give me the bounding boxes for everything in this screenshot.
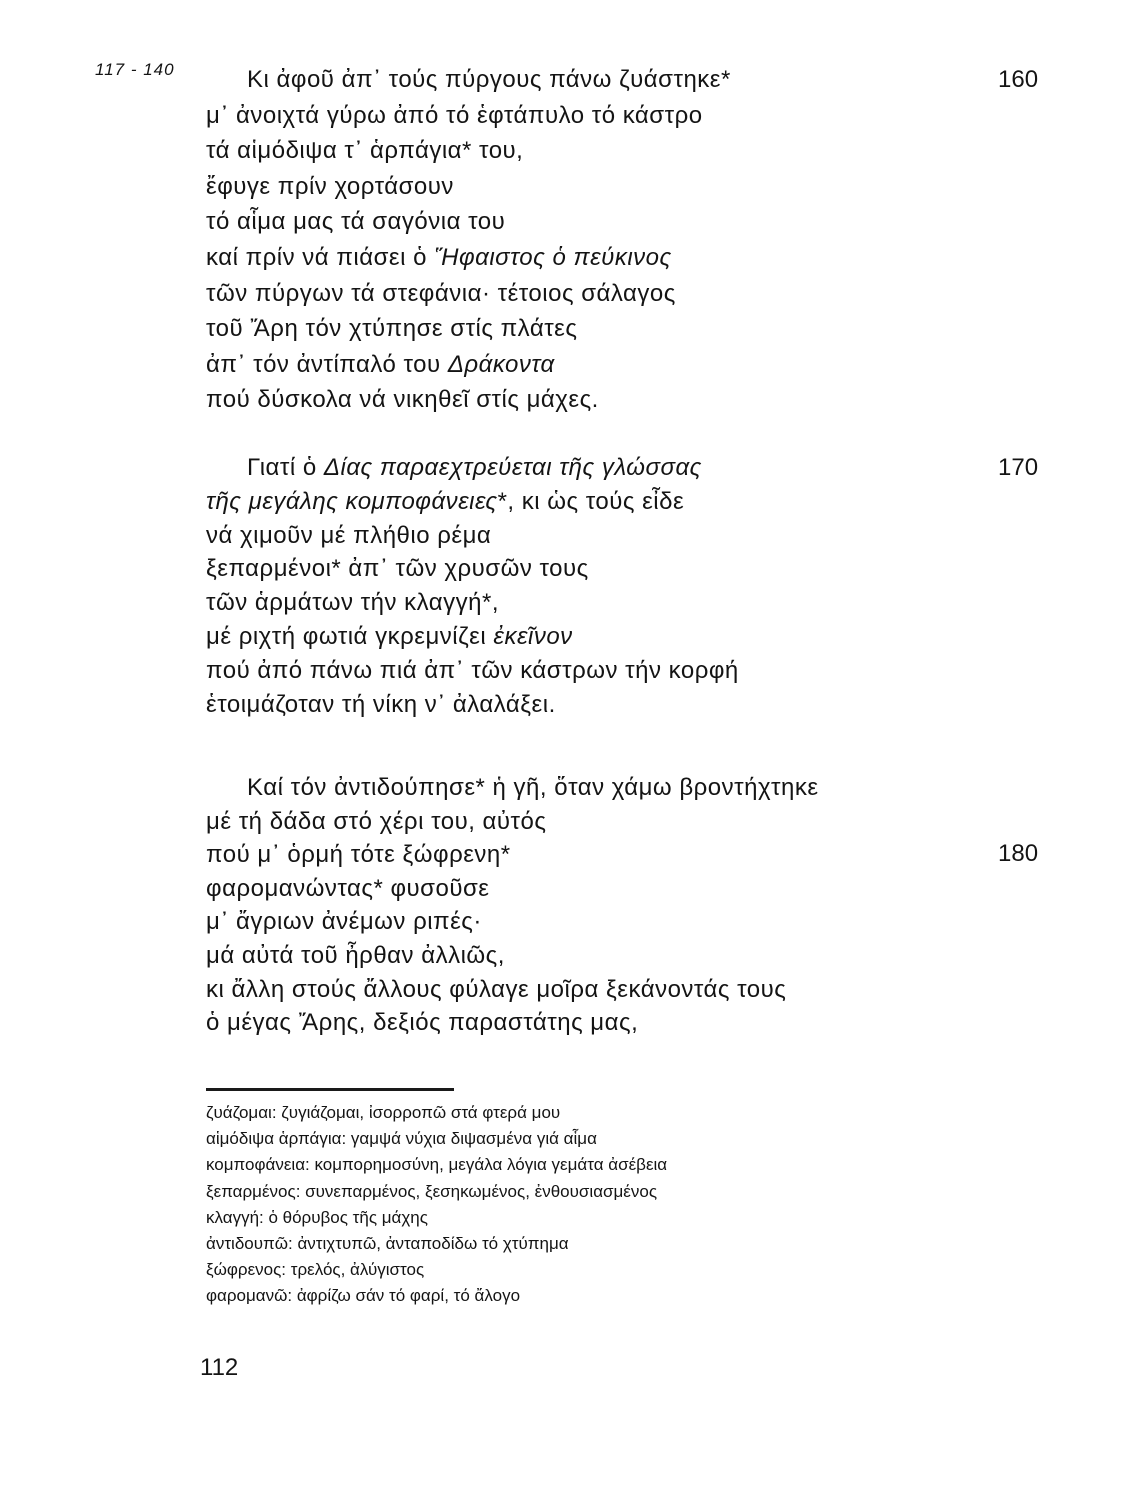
poem-line xyxy=(247,773,819,803)
text-run: τά αἱμόδιψα τ᾽ ἁρπάγια* του, xyxy=(206,137,524,165)
text-run: τό αἷμα μας τά σαγόνια του xyxy=(206,208,506,236)
poem-line xyxy=(206,807,546,837)
poem-line xyxy=(206,554,589,584)
text-run: πού δύσκολα νά νικηθεῖ στίς μάχες. xyxy=(206,386,599,414)
poem-line xyxy=(206,975,786,1005)
text-run: ἀπ᾽ τόν ἀντίπαλό του xyxy=(206,350,448,378)
footnote-entry: φαρομανῶ: ἀφρίζω σάν τό φαρί, τό ἄλογο xyxy=(206,1286,521,1306)
footnote-separator xyxy=(206,1088,454,1091)
footnote-entry: κομποφάνεια: κομπορημοσύνη, μεγάλα λόγια γεμάτα ἀσέβεια xyxy=(206,1155,668,1175)
line-number-170: 170 xyxy=(998,454,1039,481)
poem-line xyxy=(206,907,482,937)
poem-line xyxy=(206,279,676,309)
text-run: τῶν πύργων τά στεφάνια· τέτοιος σάλαγος xyxy=(206,279,676,307)
text-run: πού ἀπό πάνω πιά ἀπ᾽ τῶν κάστρων τήν κορφή xyxy=(206,656,739,684)
italic-phrase: τῆς μεγάλης κομποφάνειες xyxy=(206,487,498,515)
text-run: πού μ᾽ ὁρμή τότε ξώφρενη* xyxy=(206,841,511,869)
text-run: μά αὐτά τοῦ ἦρθαν ἀλλιῶς, xyxy=(206,942,505,969)
footnote-entry: ζυάζομαι: ζυγιάζομαι, ἰσορροπῶ στά φτερά μου xyxy=(206,1103,561,1122)
page-number: 112 xyxy=(200,1354,239,1381)
text-run: ἔφυγε πρίν χορτάσουν xyxy=(206,172,454,200)
poem-line xyxy=(206,656,739,686)
poem-line xyxy=(206,243,672,273)
footnote-entry: αἱμόδιψα ἁρπάγια: γαμψά νύχια διψασμένα γιά αἷμα xyxy=(206,1129,597,1149)
text-run: νά χιμοῦν μέ πλήθιο ρέμα xyxy=(206,521,492,549)
poem-line xyxy=(206,840,511,870)
text-run: Κι ἀφοῦ ἀπ᾽ τούς πύργους πάνω ζυάστηκε* xyxy=(247,66,731,93)
line-number-180: 180 xyxy=(998,840,1039,867)
poem-line xyxy=(206,622,573,652)
poem-line xyxy=(206,136,523,166)
poem-line xyxy=(206,350,555,380)
italic-phrase: Δίας παραεχτρεύεται τῆς γλώσσας xyxy=(323,454,702,481)
text-run: μ᾽ ἄγριων ἀνέμων ριπές· xyxy=(206,908,482,936)
poem-line xyxy=(206,172,454,202)
poem-line xyxy=(206,521,491,551)
poem-line xyxy=(206,1008,638,1038)
footnote-entry: κλαγγή: ὁ θόρυβος τῆς μάχης xyxy=(206,1207,428,1227)
text-run: τοῦ Ἄρη τόν χτύπησε στίς πλάτες xyxy=(206,315,578,343)
text-run: *, κι ὡς τούς εἶδε xyxy=(497,487,685,515)
text-run: Καί τόν ἀντιδούπησε* ἡ γῆ, ὅταν χάμω βροντήχτηκε xyxy=(247,774,819,801)
text-run: μ᾽ ἀνοιχτά γύρω ἀπό τό ἑφτάπυλο τό κάστρο xyxy=(206,101,703,129)
poem-line xyxy=(206,314,577,344)
poem-line xyxy=(206,101,703,131)
text-run: ἑτοιμάζοταν τή νίκη ν᾽ ἀλαλάξει. xyxy=(206,690,556,718)
footnote-entry: ἀντιδουπῶ: ἀντιχτυπῶ, ἀνταποδίδω τό χτύπημα xyxy=(206,1234,569,1253)
text-run: φαρομανώντας* φυσοῦσε xyxy=(206,874,490,902)
text-run: μέ ριχτή φωτιά γκρεμνίζει xyxy=(206,623,494,650)
text-run: καί πρίν νά πιάσει ὁ xyxy=(206,244,435,271)
text-run: τῶν ἁρμάτων τήν κλαγγή*, xyxy=(206,589,500,617)
text-run: μέ τή δάδα στό χέρι του, αὐτός xyxy=(206,807,547,835)
italic-phrase: ἐκεῖνον xyxy=(493,623,573,650)
text-run: ξεπαρμένοι* ἀπ᾽ τῶν χρυσῶν τους xyxy=(206,555,589,583)
source-reference: 117 - 140 xyxy=(95,60,175,79)
footnote-entry: ξεπαρμένος: συνεπαρμένος, ξεσηκωμένος, ἐνθουσιασμένος xyxy=(206,1181,658,1201)
text-run: ὁ μέγας Ἄρης, δεξιός παραστάτης μας, xyxy=(206,1009,639,1037)
text-run: Γιατί ὁ xyxy=(247,454,324,481)
poem-line xyxy=(247,65,731,95)
poem-line xyxy=(206,588,499,618)
poem-line xyxy=(206,941,505,971)
poem-line xyxy=(206,385,599,415)
footnote-entry: ξώφρενος: τρελός, ἀλύγιστος xyxy=(206,1260,425,1280)
poem-line xyxy=(206,690,556,720)
text-run: κι ἄλλη στούς ἄλλους φύλαγε μοῖρα ξεκάνοντάς τους xyxy=(206,975,787,1003)
line-number-160: 160 xyxy=(998,66,1039,93)
italic-phrase: Δράκοντα xyxy=(447,350,555,378)
poem-line xyxy=(247,453,702,483)
italic-phrase: Ἥφαιστος ὁ πεύκινος xyxy=(434,244,672,271)
poem-line xyxy=(206,487,684,517)
poem-line xyxy=(206,874,489,904)
poem-line xyxy=(206,207,505,237)
